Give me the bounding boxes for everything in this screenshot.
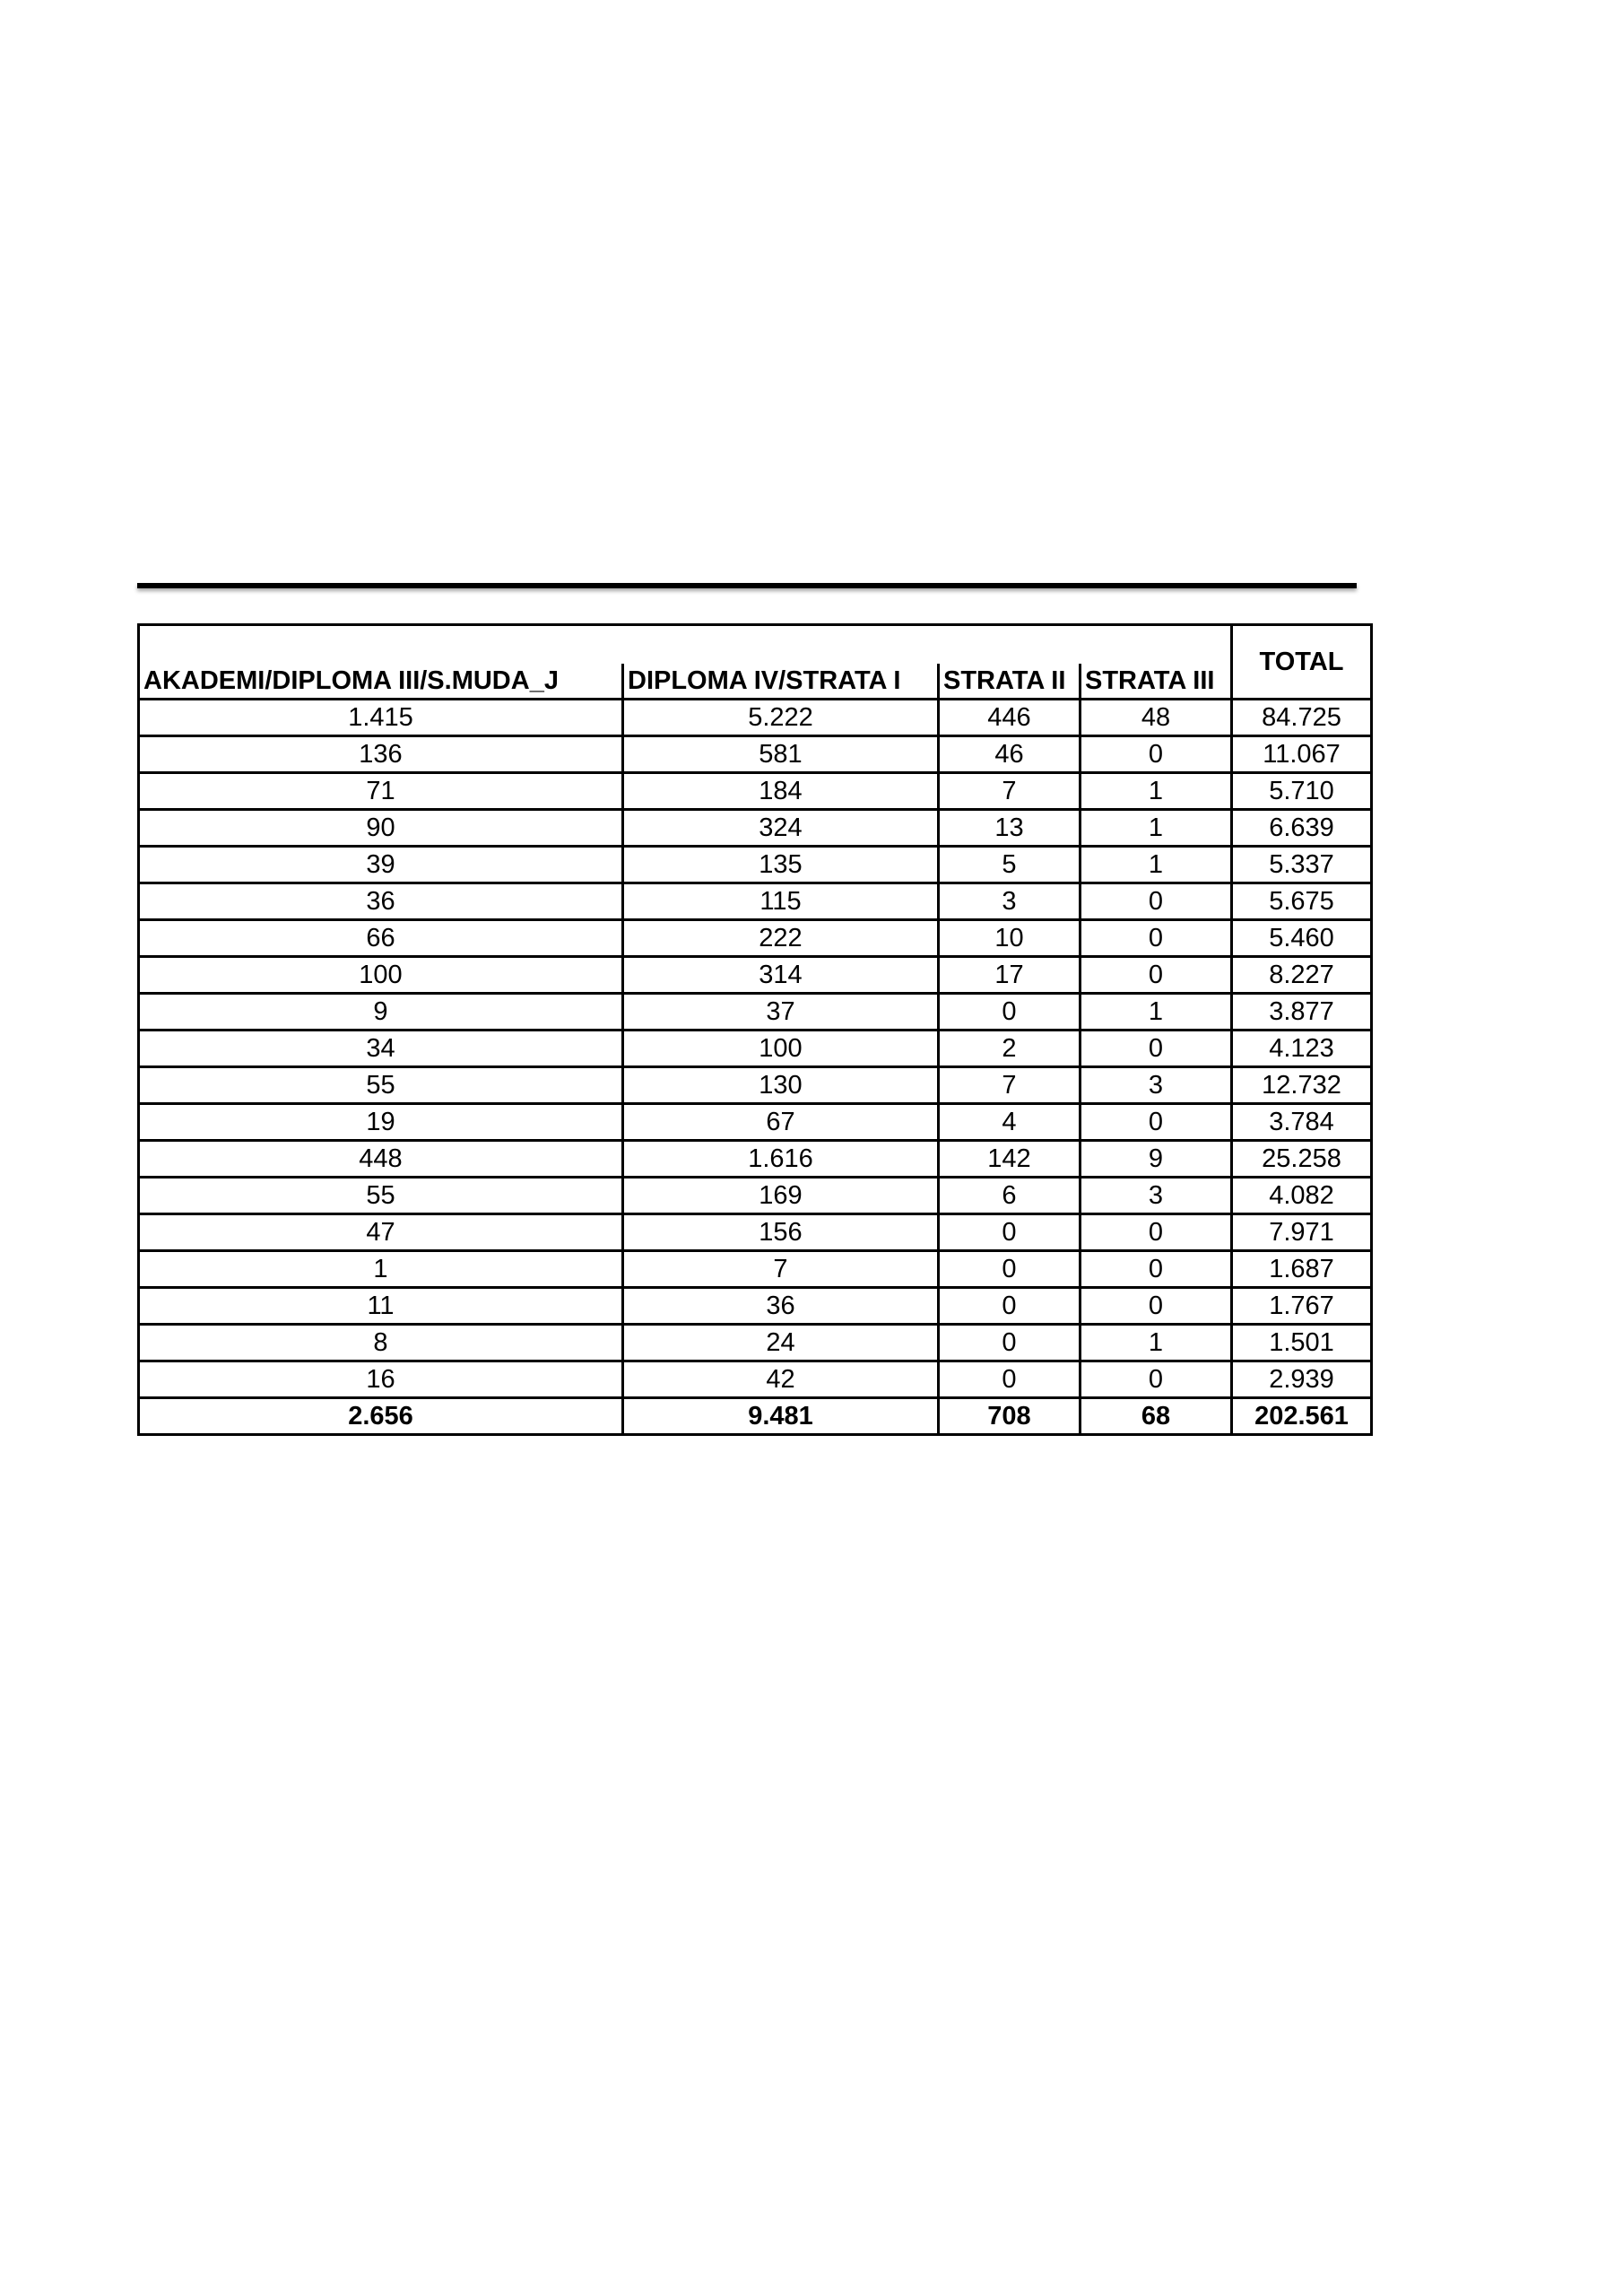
table-row	[139, 1288, 1372, 1325]
cell-strata-ii: 0	[939, 1251, 1081, 1288]
cell-strata-iii: 0	[1081, 1214, 1232, 1251]
cell-total: 5.460	[1232, 920, 1372, 957]
totals-row	[139, 1398, 1372, 1435]
cell-strata-ii: 5	[939, 847, 1081, 883]
table-row	[139, 1067, 1372, 1104]
cell-akademi-diploma-iii: 71	[139, 773, 623, 810]
cell-strata-iii: 1	[1081, 1325, 1232, 1361]
total-grand: 202.561	[1232, 1398, 1372, 1435]
cell-akademi-diploma-iii: 100	[139, 957, 623, 994]
cell-strata-iii: 0	[1081, 1251, 1232, 1288]
cell-total: 3.877	[1232, 994, 1372, 1031]
cell-total: 3.784	[1232, 1104, 1372, 1141]
table-body	[139, 700, 1372, 1398]
cell-diploma-iv-strata-i: 115	[623, 883, 939, 920]
cell-diploma-iv-strata-i: 130	[623, 1067, 939, 1104]
cell-akademi-diploma-iii: 55	[139, 1178, 623, 1214]
table-row	[139, 1178, 1372, 1214]
cell-strata-ii: 7	[939, 1067, 1081, 1104]
total-strata-iii: 68	[1081, 1398, 1232, 1435]
cell-total: 5.710	[1232, 773, 1372, 810]
cell-diploma-iv-strata-i: 169	[623, 1178, 939, 1214]
cell-total: 1.501	[1232, 1325, 1372, 1361]
cell-akademi-diploma-iii: 1	[139, 1251, 623, 1288]
cell-diploma-iv-strata-i: 184	[623, 773, 939, 810]
table-row	[139, 920, 1372, 957]
cell-strata-ii: 13	[939, 810, 1081, 847]
cell-diploma-iv-strata-i: 1.616	[623, 1141, 939, 1178]
cell-strata-ii: 4	[939, 1104, 1081, 1141]
cell-diploma-iv-strata-i: 24	[623, 1325, 939, 1361]
top-horizontal-rule	[137, 583, 1357, 588]
cell-diploma-iv-strata-i: 581	[623, 736, 939, 773]
table-row	[139, 1141, 1372, 1178]
cell-diploma-iv-strata-i: 5.222	[623, 700, 939, 736]
cell-total: 1.687	[1232, 1251, 1372, 1288]
cell-strata-iii: 3	[1081, 1178, 1232, 1214]
cell-strata-iii: 0	[1081, 883, 1232, 920]
cell-total: 5.337	[1232, 847, 1372, 883]
total-diploma-iv-strata-i: 9.481	[623, 1398, 939, 1435]
cell-total: 12.732	[1232, 1067, 1372, 1104]
table-row	[139, 847, 1372, 883]
table-row	[139, 1214, 1372, 1251]
cell-total: 4.123	[1232, 1031, 1372, 1067]
cell-diploma-iv-strata-i: 100	[623, 1031, 939, 1067]
cell-strata-ii: 7	[939, 773, 1081, 810]
education-data-table	[137, 623, 1373, 1436]
cell-strata-iii: 0	[1081, 1104, 1232, 1141]
cell-akademi-diploma-iii: 1.415	[139, 700, 623, 736]
cell-diploma-iv-strata-i: 36	[623, 1288, 939, 1325]
cell-strata-iii: 3	[1081, 1067, 1232, 1104]
cell-akademi-diploma-iii: 34	[139, 1031, 623, 1067]
cell-diploma-iv-strata-i: 135	[623, 847, 939, 883]
total-akademi-diploma-iii: 2.656	[139, 1398, 623, 1435]
cell-total: 25.258	[1232, 1141, 1372, 1178]
cell-total: 84.725	[1232, 700, 1372, 736]
cell-diploma-iv-strata-i: 324	[623, 810, 939, 847]
cell-strata-ii: 0	[939, 1325, 1081, 1361]
header-diploma-iv-strata-i: DIPLOMA IV/STRATA I	[623, 664, 939, 700]
cell-diploma-iv-strata-i: 67	[623, 1104, 939, 1141]
cell-akademi-diploma-iii: 36	[139, 883, 623, 920]
cell-diploma-iv-strata-i: 37	[623, 994, 939, 1031]
cell-akademi-diploma-iii: 19	[139, 1104, 623, 1141]
table-row	[139, 773, 1372, 810]
cell-diploma-iv-strata-i: 42	[623, 1361, 939, 1398]
cell-akademi-diploma-iii: 9	[139, 994, 623, 1031]
cell-diploma-iv-strata-i: 7	[623, 1251, 939, 1288]
cell-total: 5.675	[1232, 883, 1372, 920]
cell-strata-iii: 0	[1081, 736, 1232, 773]
cell-strata-ii: 446	[939, 700, 1081, 736]
cell-strata-ii: 2	[939, 1031, 1081, 1067]
header-strata-ii: STRATA II	[939, 664, 1081, 700]
cell-total: 11.067	[1232, 736, 1372, 773]
cell-akademi-diploma-iii: 16	[139, 1361, 623, 1398]
header-akademi-diploma-iii: AKADEMI/DIPLOMA III/S.MUDA_J	[139, 664, 623, 700]
cell-strata-iii: 1	[1081, 773, 1232, 810]
cell-strata-iii: 0	[1081, 1361, 1232, 1398]
cell-akademi-diploma-iii: 66	[139, 920, 623, 957]
cell-akademi-diploma-iii: 55	[139, 1067, 623, 1104]
cell-strata-ii: 10	[939, 920, 1081, 957]
table-row	[139, 957, 1372, 994]
cell-strata-iii: 1	[1081, 810, 1232, 847]
cell-akademi-diploma-iii: 8	[139, 1325, 623, 1361]
cell-strata-iii: 0	[1081, 1031, 1232, 1067]
cell-strata-iii: 48	[1081, 700, 1232, 736]
cell-akademi-diploma-iii: 39	[139, 847, 623, 883]
cell-total: 2.939	[1232, 1361, 1372, 1398]
cell-akademi-diploma-iii: 90	[139, 810, 623, 847]
cell-strata-iii: 0	[1081, 920, 1232, 957]
header-top-row	[139, 625, 1372, 665]
table-row	[139, 1325, 1372, 1361]
cell-strata-iii: 9	[1081, 1141, 1232, 1178]
table-row	[139, 1031, 1372, 1067]
cell-strata-ii: 0	[939, 994, 1081, 1031]
cell-strata-ii: 6	[939, 1178, 1081, 1214]
table-row	[139, 700, 1372, 736]
cell-diploma-iv-strata-i: 222	[623, 920, 939, 957]
cell-strata-ii: 3	[939, 883, 1081, 920]
header-total: TOTAL	[1232, 625, 1372, 700]
table-row	[139, 1251, 1372, 1288]
cell-strata-ii: 17	[939, 957, 1081, 994]
cell-total: 1.767	[1232, 1288, 1372, 1325]
table-row	[139, 1104, 1372, 1141]
total-strata-ii: 708	[939, 1398, 1081, 1435]
table-row	[139, 810, 1372, 847]
cell-akademi-diploma-iii: 47	[139, 1214, 623, 1251]
cell-strata-iii: 1	[1081, 847, 1232, 883]
cell-akademi-diploma-iii: 448	[139, 1141, 623, 1178]
header-strata-iii: STRATA III	[1081, 664, 1232, 700]
cell-akademi-diploma-iii: 136	[139, 736, 623, 773]
cell-strata-ii: 0	[939, 1214, 1081, 1251]
cell-akademi-diploma-iii: 11	[139, 1288, 623, 1325]
header-row	[139, 664, 1372, 700]
table-row	[139, 1361, 1372, 1398]
table-row	[139, 736, 1372, 773]
cell-strata-ii: 0	[939, 1288, 1081, 1325]
cell-strata-ii: 142	[939, 1141, 1081, 1178]
cell-strata-ii: 0	[939, 1361, 1081, 1398]
cell-strata-iii: 0	[1081, 1288, 1232, 1325]
table-row	[139, 883, 1372, 920]
cell-strata-ii: 46	[939, 736, 1081, 773]
data-table-container	[137, 623, 1370, 1436]
cell-total: 8.227	[1232, 957, 1372, 994]
cell-strata-iii: 1	[1081, 994, 1232, 1031]
cell-diploma-iv-strata-i: 314	[623, 957, 939, 994]
cell-strata-iii: 0	[1081, 957, 1232, 994]
cell-diploma-iv-strata-i: 156	[623, 1214, 939, 1251]
cell-total: 6.639	[1232, 810, 1372, 847]
cell-total: 4.082	[1232, 1178, 1372, 1214]
header-blank-cell	[139, 625, 1232, 665]
cell-total: 7.971	[1232, 1214, 1372, 1251]
table-row	[139, 994, 1372, 1031]
